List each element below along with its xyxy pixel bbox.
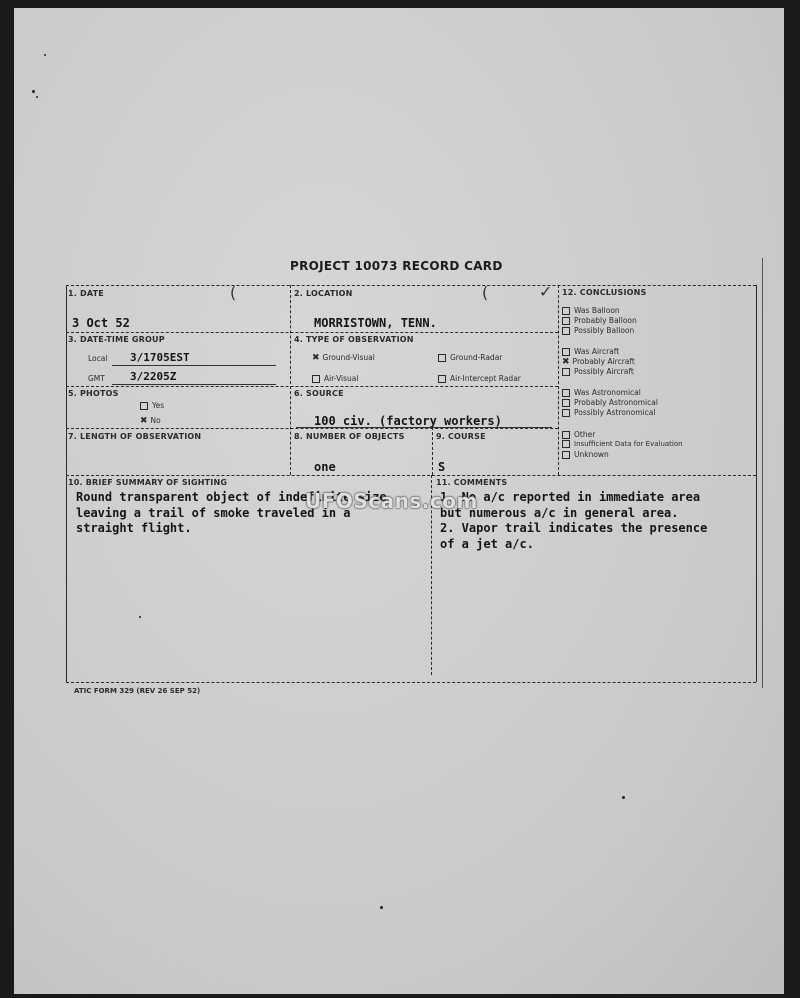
checkbox-icon <box>312 375 320 383</box>
watermark: UFOScans.com <box>305 489 478 513</box>
photos-label: 5. PHOTOS <box>68 389 119 398</box>
source-underline <box>296 427 552 428</box>
comment-line: of a jet a/c. <box>440 537 534 551</box>
local-time-value: 3/1705EST <box>130 351 190 364</box>
divider-h1 <box>66 332 558 333</box>
divider-v1 <box>290 285 291 475</box>
comment-line: 1. No a/c reported in immediate area <box>440 490 701 504</box>
summary-line: Round transparent object of indefinite size <box>76 490 387 504</box>
photos-yes-option: Yes <box>140 401 164 410</box>
conclusion-option: Possibly Balloon <box>562 326 634 335</box>
conclusion-option: Possibly Aircraft <box>562 367 634 376</box>
checkbox-icon <box>562 399 570 407</box>
checked-box-icon: ✖ <box>562 357 570 367</box>
conclusion-option: Was Astronomical <box>562 388 641 397</box>
checkbox-icon <box>438 354 446 362</box>
card-left-border <box>66 285 67 682</box>
option-ground-visual: ✖ Ground-Visual <box>312 353 375 363</box>
length-of-observation-label: 7. LENGTH OF OBSERVATION <box>68 432 202 441</box>
checkbox-icon <box>562 327 570 335</box>
scan-mark: ( <box>228 283 238 302</box>
conclusion-option: Was Balloon <box>562 306 620 315</box>
divider-v3 <box>432 427 433 475</box>
date-label: 1. DATE <box>68 289 104 298</box>
conclusion-option-selected: ✖ Probably Aircraft <box>562 357 635 367</box>
number-of-objects-value: one <box>314 460 336 474</box>
checkbox-icon <box>562 431 570 439</box>
checkbox-icon <box>562 317 570 325</box>
location-label: 2. LOCATION <box>294 289 353 298</box>
checkbox-icon <box>562 307 570 315</box>
checked-box-icon: ✖ <box>140 416 148 426</box>
location-value: MORRISTOWN, TENN. <box>314 316 437 330</box>
card-title: PROJECT 10073 RECORD CARD <box>290 259 503 273</box>
checkbox-icon <box>562 348 570 356</box>
summary-line: straight flight. <box>76 521 192 535</box>
check-mark: ✓ <box>540 281 551 302</box>
option-air-intercept-radar: Air-Intercept Radar <box>438 374 521 383</box>
divider-h2 <box>66 386 558 387</box>
conclusion-option: Insufficient Data for Evaluation <box>562 440 683 448</box>
summary-line: leaving a trail of smoke traveled in a <box>76 506 351 520</box>
checkbox-icon <box>562 440 570 448</box>
form-footer: ATIC FORM 329 (REV 26 SEP 52) <box>74 687 201 695</box>
course-value: S <box>438 460 446 474</box>
divider-h4 <box>66 475 756 476</box>
checkbox-icon <box>562 368 570 376</box>
checkbox-icon <box>140 402 148 410</box>
conclusions-label: 12. CONCLUSIONS <box>562 288 647 297</box>
conclusion-option: Probably Balloon <box>562 316 637 325</box>
conclusion-option: Was Aircraft <box>562 347 619 356</box>
card-top-border <box>66 285 756 286</box>
conclusion-option: Other <box>562 430 595 439</box>
type-of-observation-label: 4. TYPE OF OBSERVATION <box>294 335 414 344</box>
number-of-objects-label: 8. NUMBER OF OBJECTS <box>294 432 405 441</box>
checkbox-icon <box>562 389 570 397</box>
comment-line: but numerous a/c in general area. <box>440 506 679 520</box>
scan-mark: ( <box>480 283 490 302</box>
gmt-underline <box>112 384 276 385</box>
brief-summary-label: 10. BRIEF SUMMARY OF SIGHTING <box>68 478 228 487</box>
checkbox-icon <box>438 375 446 383</box>
source-label: 6. SOURCE <box>294 389 344 398</box>
divider-v2 <box>558 285 559 475</box>
option-air-visual: Air-Visual <box>312 374 358 383</box>
source-value: 100 civ. (factory workers) <box>314 414 502 428</box>
checkbox-icon <box>562 409 570 417</box>
dust-speck <box>44 54 46 56</box>
dust-speck <box>32 90 35 93</box>
photos-no-option: ✖ No <box>140 416 161 426</box>
local-label: Local <box>88 354 108 363</box>
course-label: 9. COURSE <box>436 432 486 441</box>
checked-box-icon: ✖ <box>312 353 320 363</box>
comment-line: 2. Vapor trail indicates the presence <box>440 521 708 535</box>
conclusion-option: Probably Astronomical <box>562 398 658 407</box>
page-edge-line <box>762 258 763 688</box>
dust-speck <box>380 906 383 909</box>
option-ground-radar: Ground-Radar <box>438 353 502 362</box>
gmt-label: GMT <box>88 374 105 383</box>
dust-speck <box>622 796 625 799</box>
dust-speck <box>36 96 38 98</box>
checkbox-icon <box>562 451 570 459</box>
dust-speck <box>139 616 141 618</box>
card-bottom-border <box>66 682 756 683</box>
date-time-group-label: 3. DATE-TIME GROUP <box>68 335 165 344</box>
card-right-border <box>756 285 757 682</box>
conclusion-option: Possibly Astronomical <box>562 408 655 417</box>
divider-h3 <box>66 428 558 429</box>
local-underline <box>112 365 276 366</box>
gmt-time-value: 3/2205Z <box>130 370 177 383</box>
date-value: 3 Oct 52 <box>72 316 130 330</box>
conclusion-option: Unknown <box>562 450 609 459</box>
comments-label: 11. COMMENTS <box>436 478 508 487</box>
